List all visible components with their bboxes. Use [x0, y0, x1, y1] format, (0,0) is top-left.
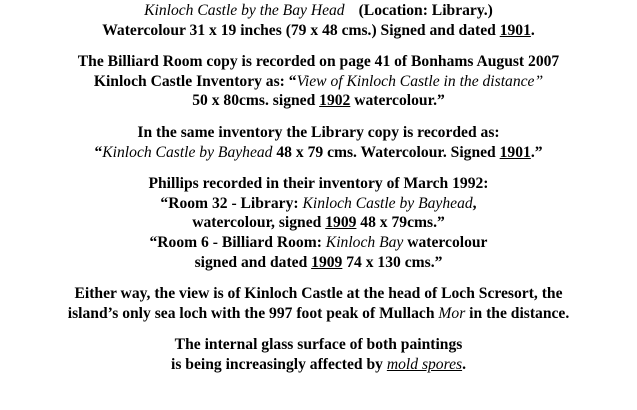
- view-description: Either way, the view is of Kinloch Castle at the head of Loch Scresort, the island’s only sea loch with the 997 foot peak of Mullach Mor in the distance.: [67, 285, 570, 322]
- library-record: In the same inventory the Library copy is recorded as: “Kinloch Castle by Bayhead 48 x 79 cms. Watercolour. Signed 1901.”: [94, 123, 543, 161]
- dated-year: 1901: [499, 21, 531, 39]
- phillips-record: Phillips recorded in their inventory of March 1992: “Room 32 - Library: Kinloch Castle by Bayhead, watercolour, signed 1909 48 x 79cms.” “Room 6 - Billiard Room: Kinloch Bay watercolour signed and dated 1909 74 x 130 cms.”: [148, 175, 489, 271]
- billiard-room-record: The Billiard Room copy is recorded on page 41 of Bonhams August 2007 Kinloch Castle Inventory as: “View of Kinloch Castle in the distance” 50 x 80cms. signed 1902 watercolour.”: [77, 53, 560, 110]
- painting-medium-line: Watercolour 31 x 19 inches (79 x 48 cms.) Signed and dated 1901.: [102, 21, 535, 39]
- painting-details: [0, 1, 637, 40]
- painting-title-line: [0, 1, 637, 21]
- painting-title: Kinloch Castle by the Bay Head: [144, 2, 345, 19]
- painting-location: (Location: Library.): [358, 2, 493, 19]
- condition-note: The internal glass surface of both paintings is being increasingly affected by mold spores.: [171, 336, 466, 373]
- mold-spores-link: mold spores: [386, 355, 463, 373]
